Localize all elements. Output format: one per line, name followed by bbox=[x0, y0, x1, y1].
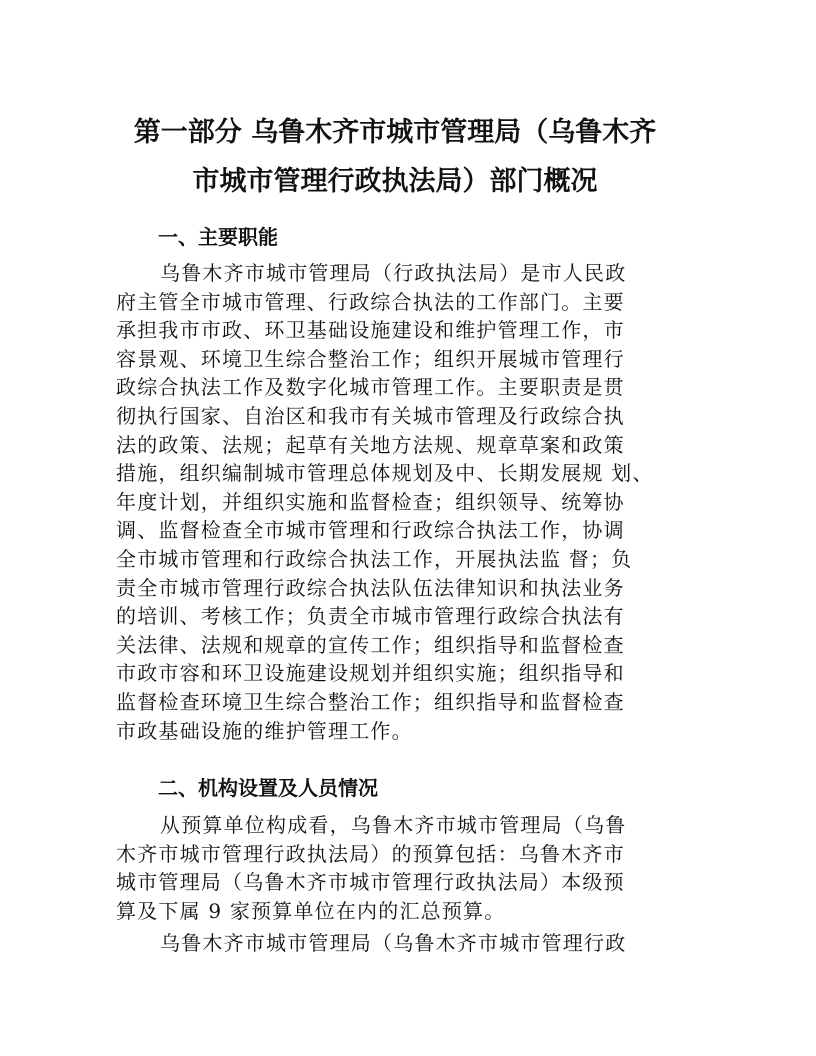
paragraph-line: 城市管理局（乌鲁木齐市城市管理行政执法局）本级预 bbox=[116, 870, 625, 895]
paragraph-line: 政综合执法工作及数字化城市管理工作。主要职责是贯 bbox=[116, 375, 625, 400]
section-1-paragraph bbox=[116, 259, 676, 745]
paragraph-line: 容景观、环境卫生综合整治工作；组织开展城市管理行 bbox=[116, 346, 625, 371]
paragraph-line: 乌鲁木齐市城市管理局（行政执法局）是市人民政 bbox=[160, 261, 627, 285]
paragraph-line: 措施，组织编制城市管理总体规划及中、长期发展规 划、 bbox=[116, 461, 654, 486]
section-2-paragraph-2 bbox=[116, 929, 676, 958]
paragraph-line: 府主管全市城市管理、行政综合执法的工作部门。主要 bbox=[116, 289, 625, 314]
paragraph-line: 法的政策、法规；起草有关地方法规、规章草案和政策 bbox=[116, 432, 625, 457]
section-2-heading: 二、机构设置及人员情况 bbox=[158, 776, 378, 800]
paragraph-line: 监督检查环境卫生综合整治工作；组织指导和监督检查 bbox=[116, 689, 625, 714]
section-2-paragraph-1 bbox=[116, 811, 676, 925]
document-title-line-2: 市城市管理行政执法局）部门概况 bbox=[192, 166, 598, 197]
paragraph-line: 市政基础设施的维护管理工作。 bbox=[116, 718, 413, 743]
paragraph-line: 承担我市市政、环卫基础设施建设和维护管理工作，市 bbox=[116, 318, 625, 343]
paragraph-line: 算及下属 9 家预算单位在内的汇总预算。 bbox=[116, 898, 506, 923]
paragraph-line: 彻执行国家、自治区和我市有关城市管理及行政综合执 bbox=[116, 403, 625, 428]
paragraph-line: 市政市容和环卫设施建设规划并组织实施；组织指导和 bbox=[116, 661, 625, 686]
paragraph-line: 调、监督检查全市城市管理和行政综合执法工作，协调 bbox=[116, 518, 625, 543]
paragraph-line: 从预算单位构成看，乌鲁木齐市城市管理局（乌鲁 bbox=[160, 813, 627, 837]
document-title-line-1: 第一部分 乌鲁木齐市城市管理局（乌鲁木齐 bbox=[133, 117, 657, 148]
paragraph-line: 责全市城市管理行政综合执法队伍法律知识和执法业务 bbox=[116, 575, 625, 600]
paragraph-line: 的培训、考核工作；负责全市城市管理行政综合执法有 bbox=[116, 604, 625, 629]
paragraph-line: 全市城市管理和行政综合执法工作，开展执法监 督；负 bbox=[116, 546, 633, 571]
paragraph-line: 关法律、法规和规章的宣传工作；组织指导和监督检查 bbox=[116, 632, 625, 657]
paragraph-line: 木齐市城市管理行政执法局）的预算包括：乌鲁木齐市 bbox=[116, 841, 625, 866]
paragraph-line: 乌鲁木齐市城市管理局（乌鲁木齐市城市管理行政 bbox=[160, 931, 627, 955]
paragraph-line: 年度计划，并组织实施和监督检查；组织领导、统筹协 bbox=[116, 489, 625, 514]
section-1-heading: 一、主要职能 bbox=[158, 225, 278, 249]
